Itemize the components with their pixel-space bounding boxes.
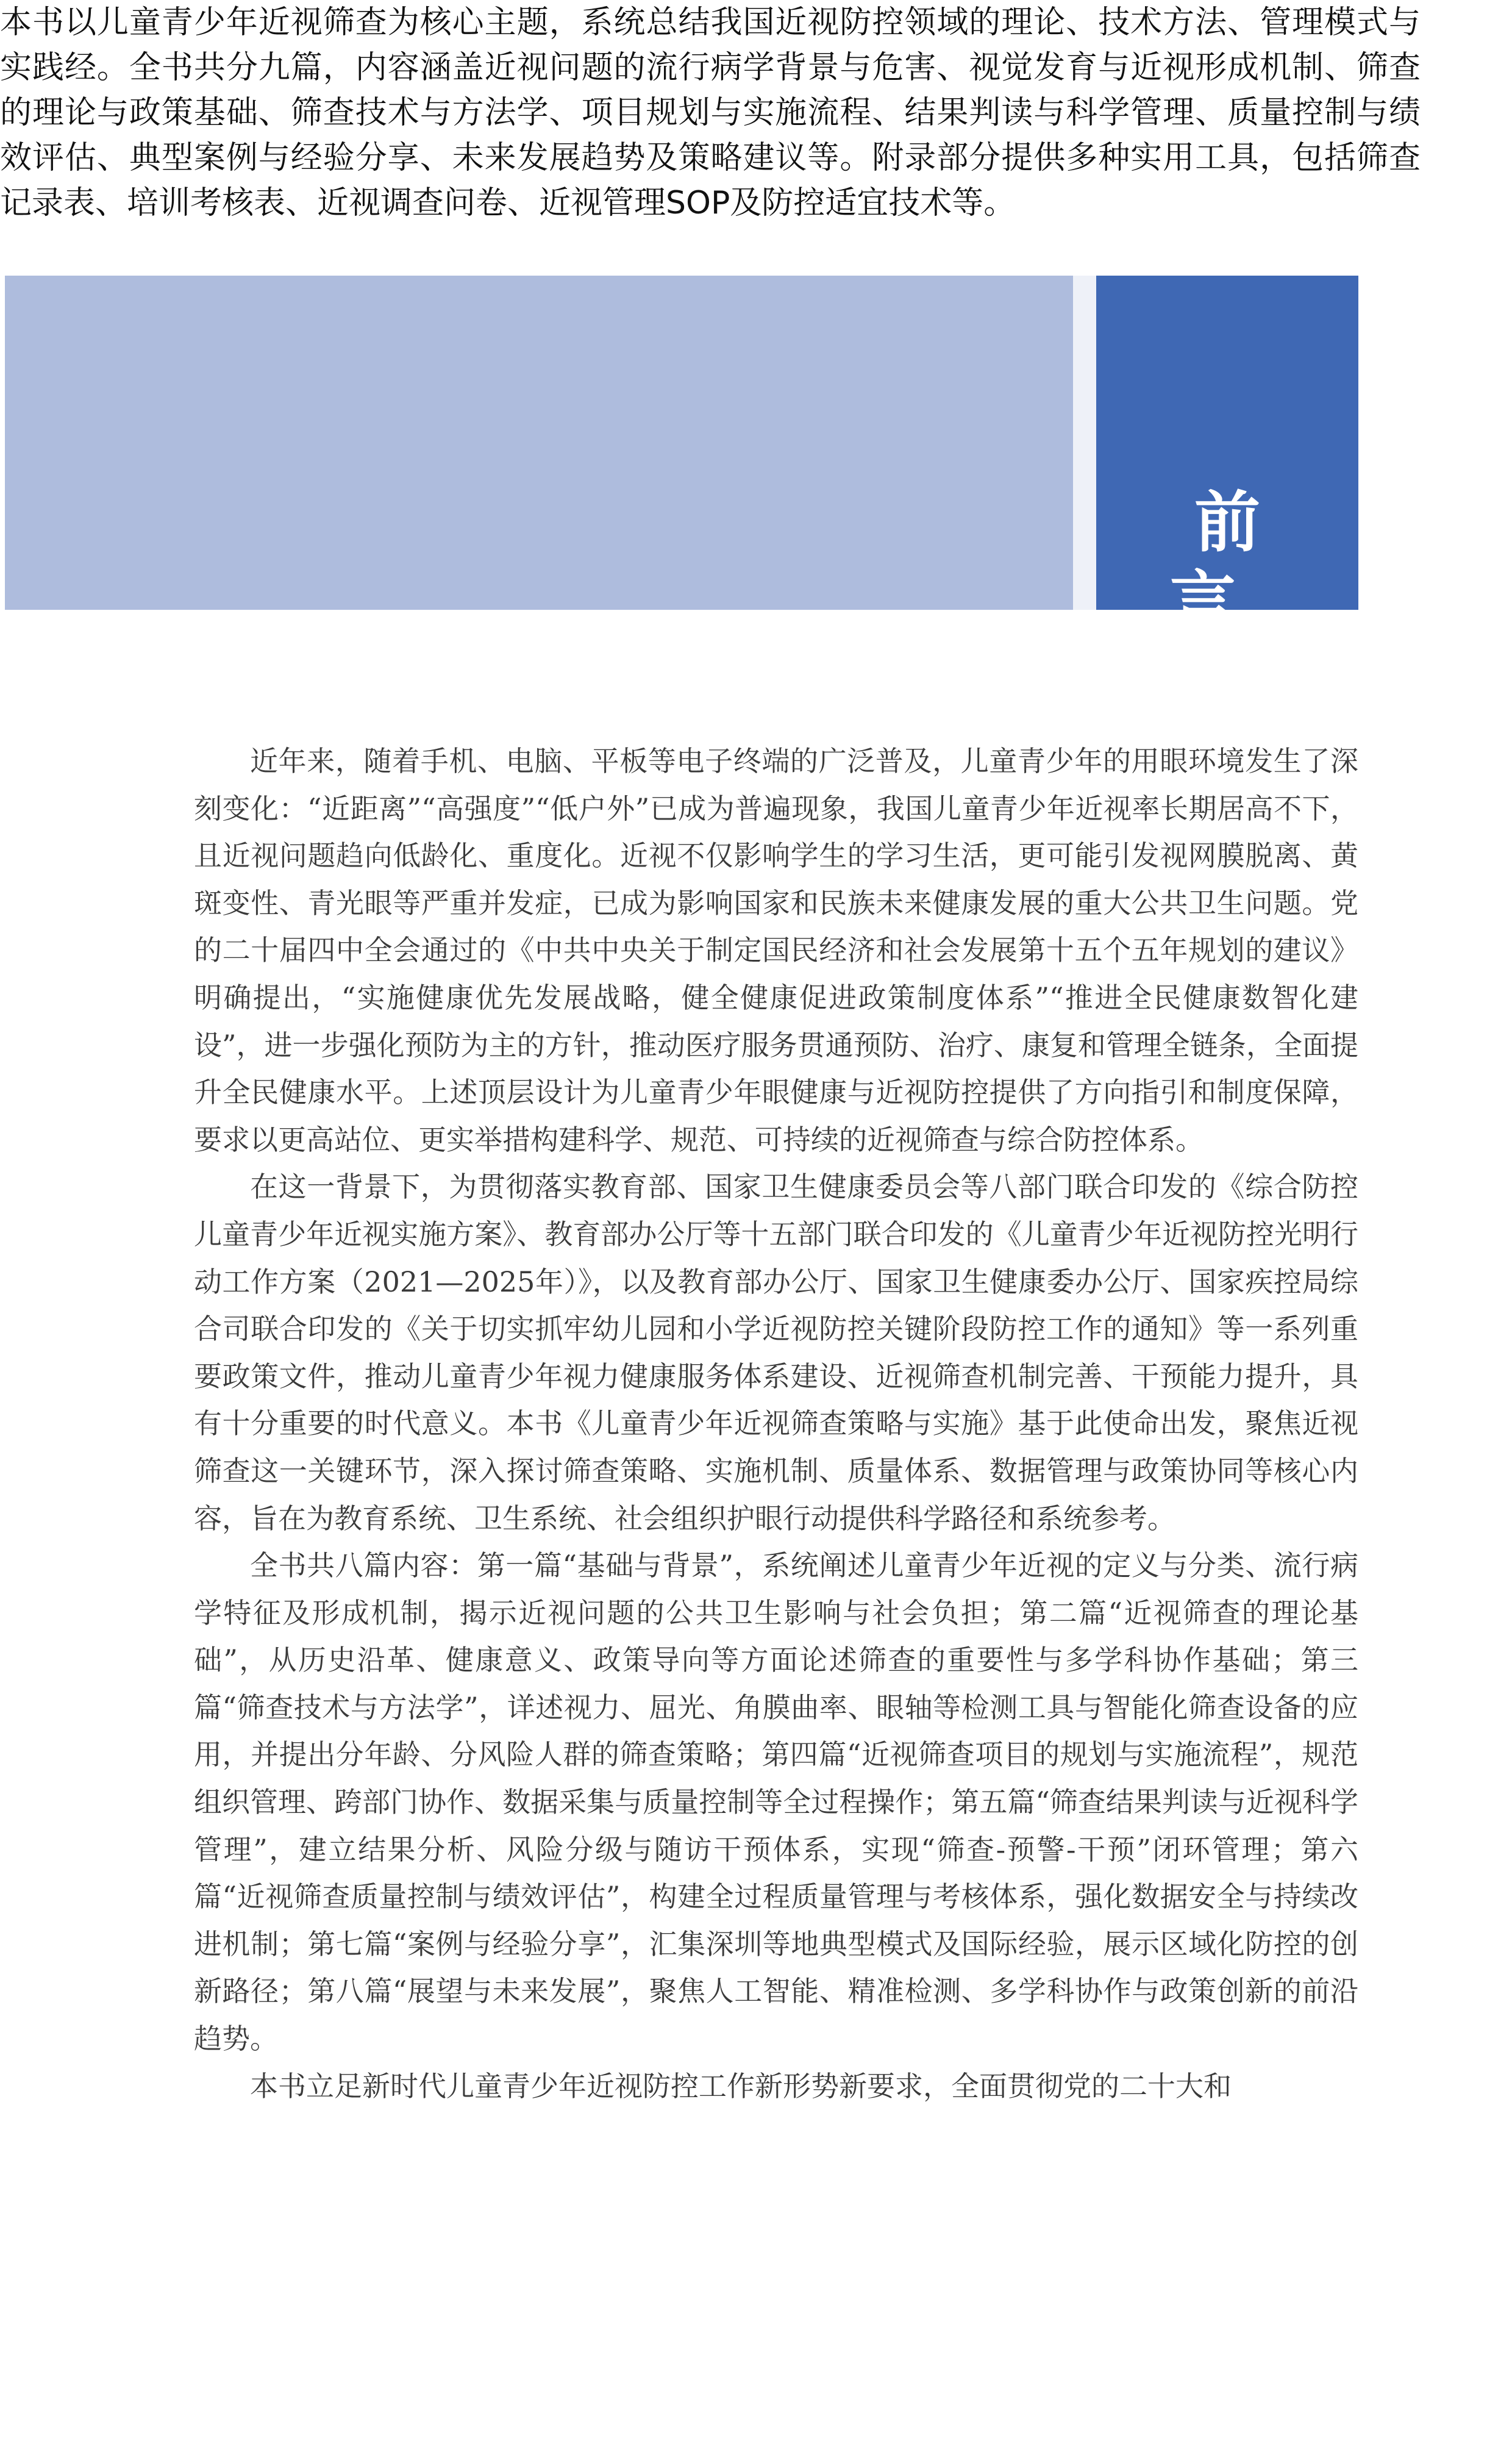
preface-paragraph: 全书共八篇内容：第一篇“基础与背景”，系统阐述儿童青少年近视的定义与分类、流行病学特征及形成机制，揭示近视问题的公共卫生影响与社会负担；第二篇“近视筛查的理论基础”，从历史沿革、健康意义、政策导向等方面论述筛查的重要性与多学科协作基础；第三篇“筛查技术与方法学”，详述视力、屈光、角膜曲率、眼轴等检测工具与智能化筛查设备的应用，并提出分年龄、分风险人群的筛查策略；第四篇“近视筛查项目的规划与实施流程”，规范组织管理、跨部门协作、数据采集与质量控制等全过程操作；第五篇“筛查结果判读与近视科学管理”，建立结果分析、风险分级与随访干预体系，实现“筛查-预警-干预”闭环管理；第六篇“近视筛查质量控制与绩效评估”，构建全过程质量管理与考核体系，强化数据安全与持续改进机制；第七篇“案例与经验分享”，汇集深圳等地典型模式及国际经验，展示区域化防控的创新路径；第八篇“展望与未来发展”，聚焦人工智能、精准检测、多学科协作与政策创新的前沿趋势。 (194, 1549, 1358, 2056)
banner-divider (1073, 276, 1096, 610)
intro-summary: 本书以儿童青少年近视筛查为核心主题，系统总结我国近视防控领域的理论、技术方法、管理模式与实践经。全书共分九篇，内容涵盖近视问题的流行病学背景与危害、视觉发育与近视形成机制、筛查的理论与政策基础、筛查技术与方法学、项目规划与实施流程、结果判读与科学管理、质量控制与绩效评估、典型案例与经验分享、未来发展趋势及策略建议等。附录部分提供多种实用工具，包括筛查记录表、培训考核表、近视调查问卷、近视管理SOP及防控适宜技术等。 (0, 4, 1421, 221)
preface-paragraph: 近年来，随着手机、电脑、平板等电子终端的广泛普及，儿童青少年的用眼环境发生了深刻变化：“近距离”“高强度”“低户外”已成为普遍现象，我国儿童青少年近视率长期居高不下，且近视问题趋向低龄化、重度化。近视不仅影响学生的学习生活，更可能引发视网膜脱离、黄斑变性、青光眼等严重并发症，已成为影响国家和民族未来健康发展的重大公共卫生问题。党的二十届四中全会通过的《中共中央关于制定国民经济和社会发展第十五个五年规划的建议》明确提出，“实施健康优先发展战略，健全健康促进政策制度体系”“推进全民健康数智化建设”，进一步强化预防为主的方针，推动医疗服务贯通预防、治疗、康复和管理全链条，全面提升全民健康水平。上述顶层设计为儿童青少年眼健康与近视防控提供了方向指引和制度保障，要求以更高站位、更实举措构建科学、规范、可持续的近视筛查与综合防控体系。 (194, 745, 1358, 1156)
banner-light-block (5, 276, 1073, 610)
preface-paragraph: 本书立足新时代儿童青少年近视防控工作新形势新要求，全面贯彻党的二十大和 (250, 2069, 1232, 2103)
preface-body (194, 738, 1358, 2110)
section-title: 前言 (1169, 484, 1309, 640)
section-banner (0, 276, 1512, 640)
preface-paragraph: 在这一背景下，为贯彻落实教育部、国家卫生健康委员会等八部门联合印发的《综合防控儿童青少年近视实施方案》、教育部办公厅等十五部门联合印发的《儿童青少年近视防控光明行动工作方案（2021—2025年）》，以及教育部办公厅、国家卫生健康委办公厅、国家疾控局综合司联合印发的《关于切实抓牢幼儿园和小学近视防控关键阶段防控工作的通知》等一系列重要政策文件，推动儿童青少年视力健康服务体系建设、近视筛查机制完善、干预能力提升，具有十分重要的时代意义。本书《儿童青少年近视筛查策略与实施》基于此使命出发，聚焦近视筛查这一关键环节，深入探讨筛查策略、实施机制、质量体系、数据管理与政策协同等核心内容，旨在为教育系统、卫生系统、社会组织护眼行动提供科学路径和系统参考。 (194, 1170, 1358, 1535)
